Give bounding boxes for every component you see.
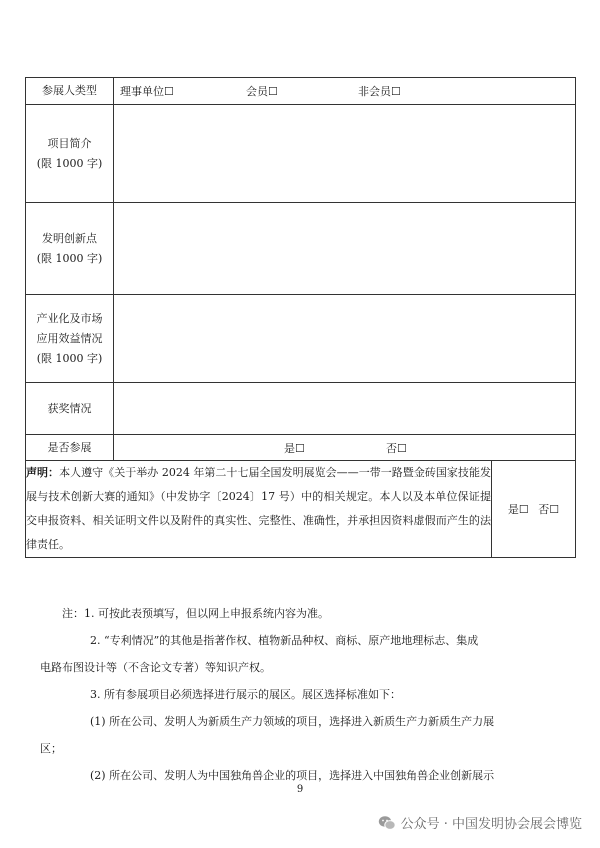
exhibitor-type-options <box>114 78 576 105</box>
declaration-body: 本人遵守《关于举办 2024 年第二十七届全国发明展览会——一带一路暨金砖国家技能发展与技术创新大赛的通知》（中发协字〔2024〕17 号）中的相关规定。本人以及本单位保证提交申报资料、相关证明文件以及附件的真实性、完整性、准确性，并承担因资料虚假而产生的法律责任。 <box>26 466 491 551</box>
note-line-7: (2) 所在公司、发明人为中国独角兽企业的项目，选择进入中国独角兽企业创新展示 <box>90 769 495 782</box>
watermark <box>378 813 582 832</box>
participate-row <box>26 435 576 461</box>
watermark-text: 公众号 · 中国发明协会展会博览 <box>400 817 582 832</box>
project-intro-row <box>26 105 576 203</box>
declaration-no-option[interactable]: 否☐ <box>538 503 560 516</box>
participate-label: 是否参展 <box>26 435 114 461</box>
note-line-5: (1) 所在公司、发明人为新质生产力领域的项目，选择进入新质生产力新质生产力展 <box>90 715 495 728</box>
option-non-member[interactable]: 非会员☐ <box>358 85 401 98</box>
notes-section <box>40 600 547 789</box>
declaration-row <box>26 461 576 558</box>
wechat-icon <box>378 815 396 831</box>
innovation-field[interactable] <box>114 203 576 295</box>
option-council-member[interactable]: 理事单位☐ <box>120 85 174 98</box>
declaration-confirm <box>492 461 576 558</box>
awards-label: 获奖情况 <box>26 383 114 435</box>
project-intro-field[interactable] <box>114 105 576 203</box>
awards-field[interactable] <box>114 383 576 435</box>
application-form-table <box>25 77 576 558</box>
participate-yes-option[interactable]: 是☐ <box>284 441 305 455</box>
note-line-3: 电路布图设计等（不含论文专著）等知识产权。 <box>40 661 271 674</box>
page-number: 9 <box>296 784 304 795</box>
awards-row <box>26 383 576 435</box>
declaration-yes-option[interactable]: 是☐ <box>507 503 529 516</box>
participate-no-option[interactable]: 否☐ <box>386 441 407 455</box>
note-line-4: 3. 所有参展项目必须选择进行展示的展区。展区选择标准如下： <box>90 688 401 701</box>
industrialization-field[interactable] <box>114 295 576 383</box>
industrialization-label: 产业化及市场 应用效益情况 (限 1000 字) <box>26 295 114 383</box>
exhibitor-type-label: 参展人类型 <box>26 78 114 105</box>
exhibitor-type-row <box>26 78 576 105</box>
option-member[interactable]: 会员☐ <box>246 85 278 98</box>
participate-options <box>114 435 576 461</box>
declaration-prefix: 声明： <box>26 466 60 479</box>
project-intro-label: 项目简介 (限 1000 字) <box>26 105 114 203</box>
note-line-6: 区； <box>40 742 62 755</box>
note-line-1: 注：1. 可按此表预填写，但以网上申报系统内容为准。 <box>62 607 329 620</box>
declaration-text <box>26 461 492 558</box>
innovation-row <box>26 203 576 295</box>
industrialization-row <box>26 295 576 383</box>
note-line-2: 2. “专利情况”的其他是指著作权、植物新品种权、商标、原产地地理标志、集成 <box>90 634 479 647</box>
innovation-label: 发明创新点 (限 1000 字) <box>26 203 114 295</box>
